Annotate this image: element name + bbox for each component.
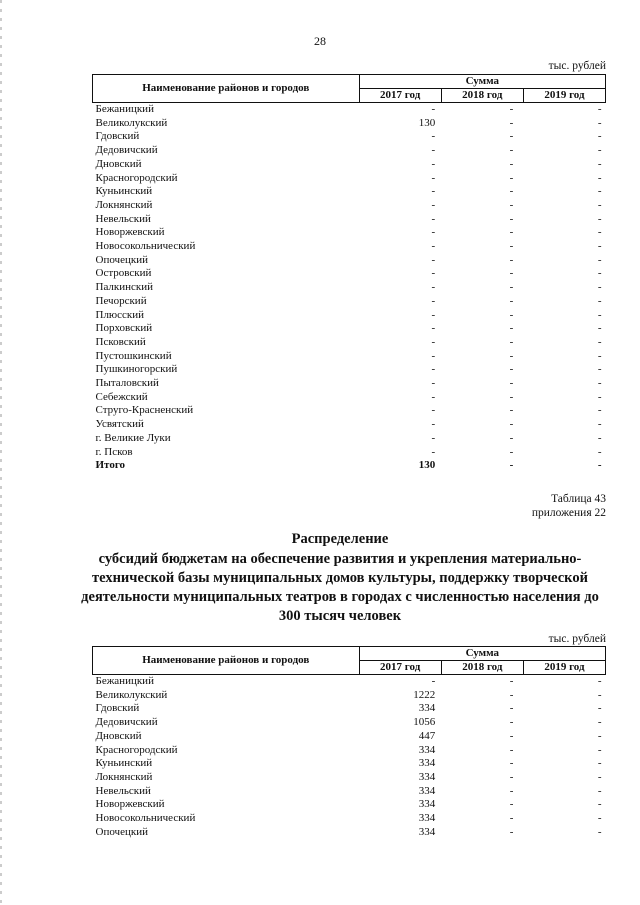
district-name: Великолукский [95,688,168,701]
value-2019: - [597,171,602,184]
value-2019: - [597,294,602,307]
value-2018: - [509,198,514,211]
value-2017: 334 [418,770,436,783]
total-value-2017: 130 [418,459,436,472]
value-2018: - [509,784,514,797]
value-2018: - [509,212,514,225]
value-2019: - [597,702,602,715]
heading-title: Распределение [291,531,389,547]
value-2018: - [509,322,514,335]
district-name: Бежаницкий [95,675,154,687]
value-2017: 334 [418,743,436,756]
value-2018: - [509,308,514,321]
district-name: г. Псков [95,445,133,458]
table-total-row [93,459,606,473]
value-2017: - [431,675,436,687]
value-2019: - [597,825,602,838]
value-2018: - [509,363,514,376]
value-2017: 1056 [413,716,436,729]
district-name: Бежаницкий [95,103,154,115]
district-name: Островский [95,267,152,280]
value-2018: - [509,294,514,307]
district-name: Дедовичский [95,716,158,729]
value-2018: - [509,240,514,253]
value-2018: - [509,281,514,294]
value-2017: 447 [418,729,436,742]
district-name: Печорский [95,294,147,307]
value-2018: - [509,377,514,390]
value-2018: - [509,716,514,729]
value-2019: - [597,716,602,729]
table-row [93,432,606,446]
page-number: 28 [314,34,326,48]
value-2019: - [597,226,602,239]
value-2017: - [431,171,436,184]
district-name: Струго-Красненский [95,404,194,417]
value-2017: 334 [418,798,436,811]
value-2019: - [597,784,602,797]
district-name: Плюсский [95,308,145,321]
district-name: Новоржевский [95,226,165,239]
district-name: Куньинский [95,185,153,198]
section-heading [80,530,600,626]
value-2017: - [431,445,436,458]
value-2019: - [597,198,602,211]
value-2019: - [597,688,602,701]
table-row [93,103,606,117]
table-row [93,702,606,716]
appendix-number: приложения 22 [531,507,606,519]
district-name: Псковский [95,335,146,348]
value-2018: - [509,390,514,403]
table-row [93,158,606,172]
value-2018: - [509,226,514,239]
value-2019: - [597,212,602,225]
table-row [93,172,606,186]
district-name: Невельский [95,784,151,797]
value-2017: - [431,377,436,390]
value-2017: - [431,198,436,211]
table-row [93,295,606,309]
table-row [93,785,606,799]
district-name: Новоржевский [95,798,165,811]
table-row [93,226,606,240]
table-row [93,418,606,432]
value-2018: - [509,144,514,157]
district-name: Великолукский [95,116,168,129]
table1-budget [92,74,606,473]
value-2017: - [431,418,436,431]
table-row [93,377,606,391]
table-row [93,267,606,281]
value-2019: - [597,743,602,756]
value-2018: - [509,729,514,742]
value-2018: - [509,349,514,362]
value-2018: - [509,157,514,170]
table-row [93,240,606,254]
value-2017: - [431,431,436,444]
scan-edge-artifact [0,0,2,905]
district-name: Пыталовский [95,377,159,390]
value-2018: - [509,825,514,838]
district-name: Гдовский [95,130,140,143]
table-row [93,744,606,758]
value-2018: - [509,116,514,129]
table-row [93,757,606,771]
table-row [93,798,606,812]
value-2018: - [509,743,514,756]
table1-header-sum: Сумма [359,75,605,89]
table-row [93,730,606,744]
value-2019: - [597,349,602,362]
district-name: Красногородский [95,743,178,756]
value-2019: - [597,253,602,266]
value-2017: - [431,226,436,239]
value-2017: - [431,349,436,362]
value-2017: - [431,157,436,170]
table2-header-sum: Сумма [359,647,605,661]
value-2017: - [431,294,436,307]
value-2018: - [509,702,514,715]
value-2019: - [597,404,602,417]
value-2019: - [597,418,602,431]
district-name: Локнянский [95,770,153,783]
value-2018: - [509,335,514,348]
value-2019: - [597,798,602,811]
total-district-name: Итого [95,459,126,472]
value-2019: - [597,675,602,687]
district-name: Усвятский [95,418,144,431]
value-2019: - [597,757,602,770]
heading-subtitle: субсидий бюджетам на обеспечение развития и укрепления материально-технической базы муниципальных домов культуры, поддержку творческой деятельности муниципальных театров в городах с численностью населения до 300 тысяч человек [81,551,599,624]
value-2017: - [431,185,436,198]
district-name: Новосокольнический [95,812,196,825]
value-2019: - [597,240,602,253]
table-row [93,309,606,323]
value-2019: - [597,377,602,390]
value-2017: - [431,103,436,115]
value-2019: - [597,431,602,444]
value-2018: - [509,688,514,701]
district-name: Дновский [95,157,142,170]
table-row [93,144,606,158]
table-row [93,675,606,689]
value-2017: - [431,404,436,417]
district-name: Порховский [95,322,153,335]
total-value-2018: - [509,459,514,472]
value-2019: - [597,267,602,280]
table-row [93,117,606,131]
value-2017: - [431,363,436,376]
table-row [93,363,606,377]
value-2018: - [509,418,514,431]
table-row [93,350,606,364]
value-2018: - [509,757,514,770]
value-2017: - [431,322,436,335]
value-2017: - [431,390,436,403]
value-2017: 130 [418,116,436,129]
value-2019: - [597,116,602,129]
table-row [93,771,606,785]
table2-header-2017: 2017 год [359,661,441,675]
value-2019: - [597,729,602,742]
district-name: Пушкиногорский [95,363,178,376]
district-name: Новосокольнический [95,240,196,253]
table-row [93,185,606,199]
value-2018: - [509,103,514,115]
table2-header-2018: 2018 год [441,661,523,675]
table-number: Таблица 43 [551,493,606,505]
table1-body [93,103,606,473]
value-2019: - [597,185,602,198]
district-name: Палкинский [95,281,154,294]
value-2019: - [597,103,602,115]
table-row [93,716,606,730]
table-row [93,446,606,460]
value-2018: - [509,171,514,184]
value-2018: - [509,675,514,687]
table2-header-2019: 2019 год [523,661,605,675]
district-name: Опочецкий [95,825,148,838]
district-name: г. Великие Луки [95,431,171,444]
district-name: Красногородский [95,171,178,184]
table-row [93,199,606,213]
district-name: Себежский [95,390,148,403]
table-row [93,404,606,418]
table-row [93,322,606,336]
value-2019: - [597,281,602,294]
table-row [93,254,606,268]
total-value-2019: - [597,459,602,472]
district-name: Гдовский [95,702,140,715]
value-2018: - [509,404,514,417]
value-2019: - [597,130,602,143]
value-2019: - [597,812,602,825]
value-2019: - [597,445,602,458]
table-row [93,130,606,144]
value-2018: - [509,431,514,444]
value-2019: - [597,157,602,170]
district-name: Дедовичский [95,144,158,157]
table-row [93,689,606,703]
value-2017: 1222 [413,688,436,701]
value-2017: 334 [418,702,436,715]
value-2017: - [431,144,436,157]
district-name: Куньинский [95,757,153,770]
value-2018: - [509,130,514,143]
district-name: Дновский [95,729,142,742]
table1-header-2017: 2017 год [359,89,441,103]
table1-header-name: Наименование районов и городов [93,75,360,103]
value-2017: - [431,267,436,280]
value-2017: 334 [418,757,436,770]
value-2017: - [431,253,436,266]
value-2018: - [509,812,514,825]
value-2017: 334 [418,784,436,797]
value-2018: - [509,253,514,266]
district-name: Пустошкинский [95,349,172,362]
table-row [93,213,606,227]
value-2018: - [509,267,514,280]
value-2019: - [597,144,602,157]
value-2017: - [431,130,436,143]
table1-header-2019: 2019 год [523,89,605,103]
table-row [93,281,606,295]
value-2017: 334 [418,825,436,838]
table-row [93,826,606,840]
table2-body [93,675,606,840]
table1-header-2018: 2018 год [441,89,523,103]
value-2017: - [431,335,436,348]
district-name: Опочецкий [95,253,148,266]
district-name: Невельский [95,212,151,225]
value-2019: - [597,770,602,783]
table-row [93,812,606,826]
district-name: Локнянский [95,198,153,211]
value-2017: - [431,212,436,225]
value-2019: - [597,363,602,376]
value-2017: - [431,281,436,294]
table-row [93,391,606,405]
value-2019: - [597,308,602,321]
value-2018: - [509,445,514,458]
value-2018: - [509,185,514,198]
value-2017: - [431,308,436,321]
value-2017: 334 [418,812,436,825]
value-2018: - [509,770,514,783]
value-2017: - [431,240,436,253]
table1-unit-label: тыс. рублей [548,60,606,72]
value-2019: - [597,390,602,403]
value-2018: - [509,798,514,811]
value-2019: - [597,335,602,348]
table2-header-name: Наименование районов и городов [93,647,360,675]
table2-unit-label: тыс. рублей [548,633,606,645]
value-2019: - [597,322,602,335]
table-row [93,336,606,350]
table-number-block [532,492,606,520]
table2-budget [92,646,606,839]
